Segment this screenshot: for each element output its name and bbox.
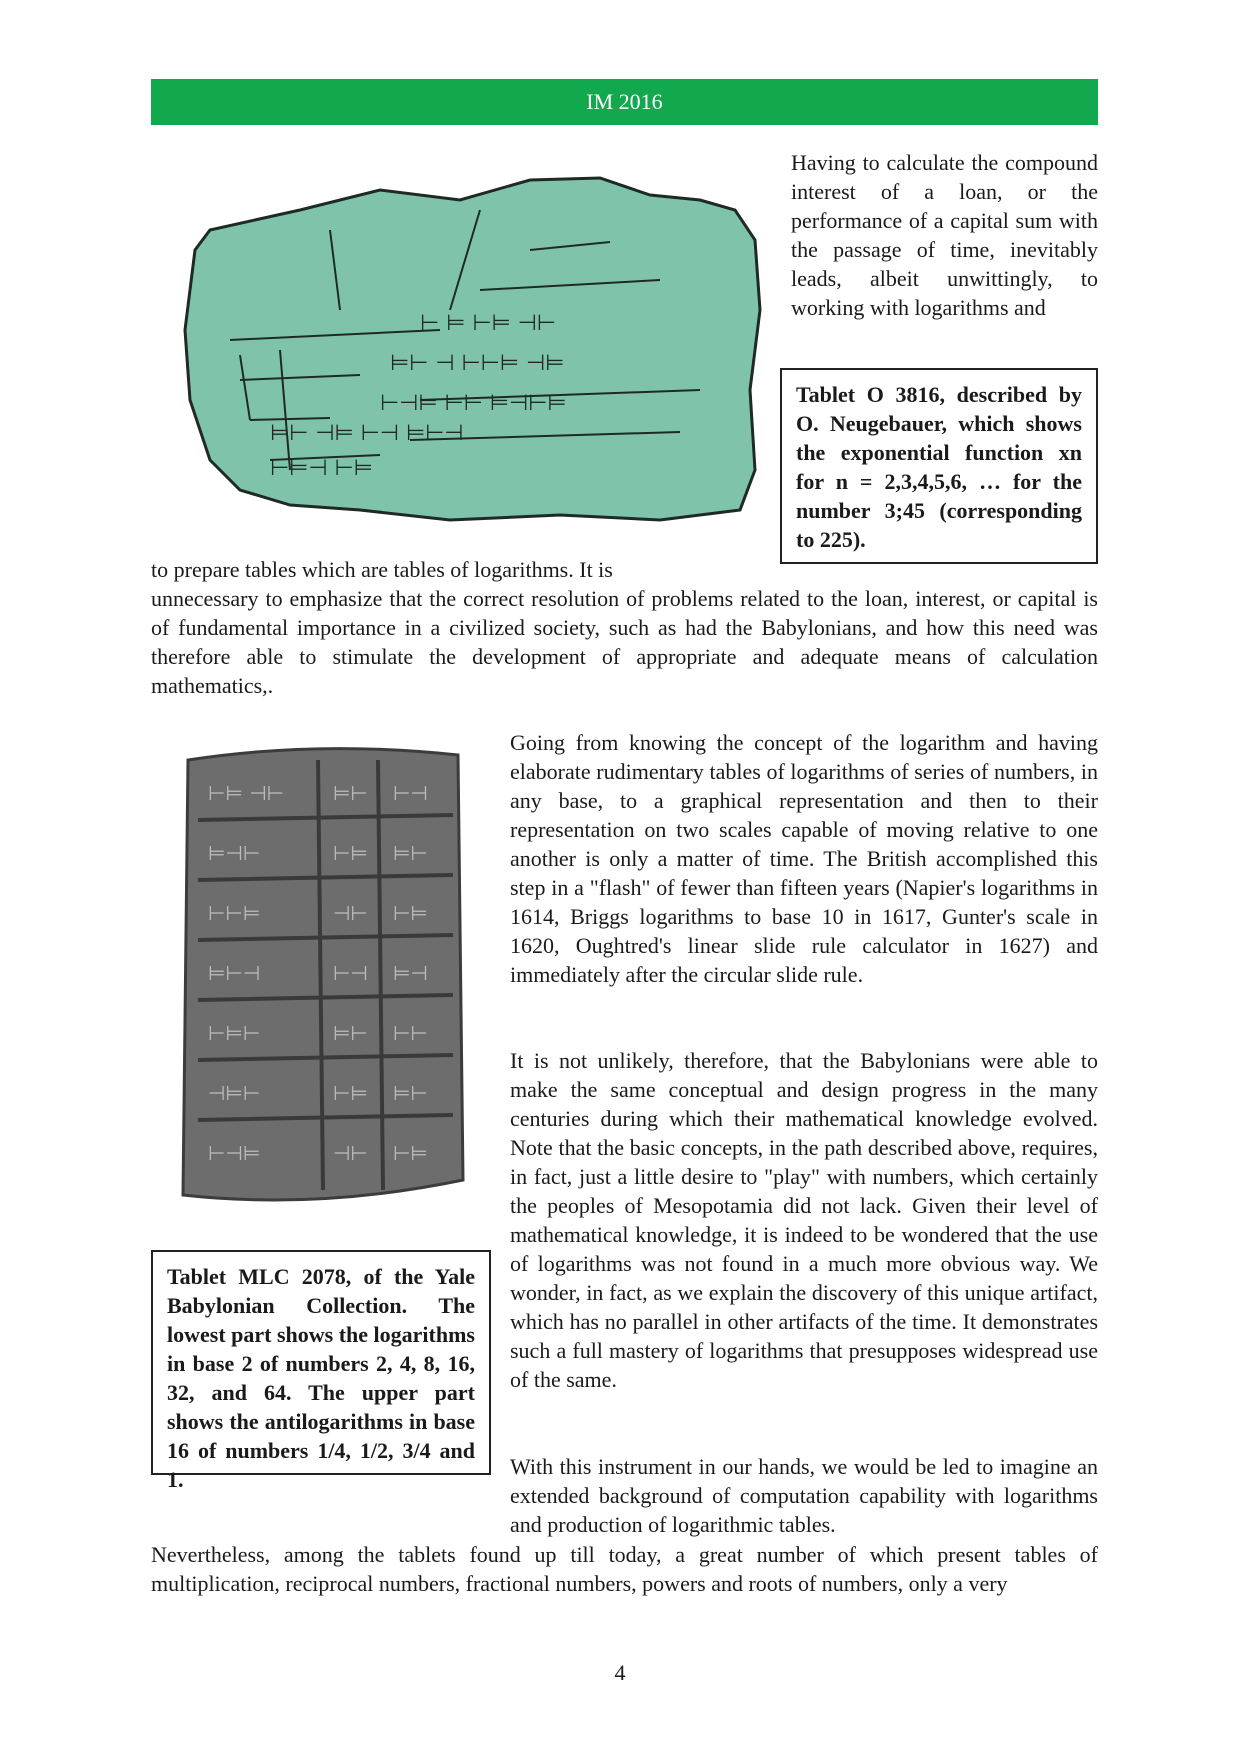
page-header (151, 79, 1098, 125)
svg-text:⊨⊢: ⊨⊢ (333, 781, 368, 805)
svg-text:⊨⊢ ⊣ ⊢⊢⊨ ⊣⊨: ⊨⊢ ⊣ ⊢⊢⊨ ⊣⊨ (390, 351, 565, 376)
figure-2-caption-text: Tablet MLC 2078, of the Yale Babylonian Collection. The lowest part shows the logarithms in base 2 of numbers 2, 4, 8, 16, 32, and 64. The upper part shows the antilogarithms in base 16 of numbers 1/4, 1/2, 3/4 and 1. (167, 1264, 475, 1492)
svg-text:⊢⊣⊨ ⊢⊢ ⊨⊣⊢⊨: ⊢⊣⊨ ⊢⊢ ⊨⊣⊢⊨ (380, 391, 567, 416)
svg-text:⊣⊢: ⊣⊢ (333, 901, 368, 925)
figure-2-caption (151, 1250, 491, 1492)
svg-text:⊢ ⊨ ⊢⊨ ⊣⊢: ⊢ ⊨ ⊢⊨ ⊣⊢ (420, 311, 556, 336)
figure-1-caption (780, 368, 1098, 564)
tablet-o3816-image (180, 170, 770, 530)
svg-text:⊢⊨⊣ ⊢⊨: ⊢⊨⊣ ⊢⊨ (270, 456, 373, 481)
svg-text:⊨⊣⊢: ⊨⊣⊢ (208, 841, 261, 865)
svg-text:⊢⊨⊢: ⊢⊨⊢ (208, 1021, 261, 1045)
svg-text:⊨⊢: ⊨⊢ (393, 841, 428, 865)
tablet-mlc2078-image (168, 740, 468, 1210)
figure-1-caption-text: Tablet O 3816, described by O. Neugebauer, which shows the exponential function xn for n = 2,3,4,5,6, … for the number 3;45 (corresponding to 225). (796, 382, 1082, 552)
svg-text:⊢⊣: ⊢⊣ (393, 781, 428, 805)
body-paragraph-2: Going from knowing the concept of the logarithm and having elaborate rudimentary tables of logarithms of series of numbers, in any base, to a graphical representation and then to their representation on two scales capable of moving relative to one another is only a matter of time. The British accomplished this step in a "flash" of fewer than fifteen years (Napier's logarithms in 1614, Briggs logarithms to base 10 in 1617, Gunter's scale in 1620, Oughtred's linear slide rule calculator in 1627) and immediately after the circular slide rule. (510, 730, 1098, 987)
svg-text:⊢⊨: ⊢⊨ (333, 841, 368, 865)
body-paragraph-1-mid: to prepare tables which are tables of logarithms. It is (151, 557, 613, 582)
page-number: 4 (614, 1660, 626, 1685)
body-paragraph-1-bottom: unnecessary to emphasize that the correct resolution of problems related to the loan, interest, or capital is of fundamental importance in a civilized society, such as had the Babylonians, and how this need was therefore able to stimulate the development of appropriate and adequate means of calculation mathematics,. (151, 586, 1098, 698)
svg-text:⊢⊢: ⊢⊢ (393, 1021, 428, 1045)
body-paragraph-4-bottom: Nevertheless, among the tablets found up till today, a great number of which present tables of multiplication, reciprocal numbers, fractional numbers, powers and roots of numbers, only a very (151, 1542, 1098, 1596)
svg-text:⊨⊢: ⊨⊢ (393, 1081, 428, 1105)
svg-text:⊨⊣: ⊨⊣ (393, 961, 428, 985)
svg-text:⊢⊣⊨: ⊢⊣⊨ (208, 1141, 261, 1165)
svg-text:⊢⊣: ⊢⊣ (333, 961, 368, 985)
header-title: IM 2016 (586, 89, 663, 114)
svg-text:⊢⊨: ⊢⊨ (393, 1141, 428, 1165)
body-paragraph-1-top: Having to calculate the compound interest of a loan, or the performance of a capital sum with the passage of time, inevitably leads, albeit unwittingly, to working with logarithms and (791, 150, 1098, 320)
svg-text:⊨⊢ ⊣⊨ ⊢⊣ ⊨⊢⊣: ⊨⊢ ⊣⊨ ⊢⊣ ⊨⊢⊣ (270, 421, 464, 446)
svg-text:⊢⊨: ⊢⊨ (333, 1081, 368, 1105)
svg-text:⊢⊨ ⊣⊢: ⊢⊨ ⊣⊢ (208, 781, 285, 805)
body-paragraph-4-top: With this instrument in our hands, we would be led to imagine an extended background of computation capability with logarithms and production of logarithmic tables. (510, 1454, 1098, 1537)
svg-text:⊣⊨⊢: ⊣⊨⊢ (208, 1081, 261, 1105)
svg-text:⊨⊢: ⊨⊢ (333, 1021, 368, 1045)
body-paragraph-3: It is not unlikely, therefore, that the Babylonians were able to make the same conceptual and design progress in the many centuries during which their mathematical knowledge evolved. Note that the basic concepts, in the path described above, requires, in fact, just a little desire to "play" with numbers, which certainly the peoples of Mesopotamia did not lack. Given their level of mathematical knowledge, it is indeed to be wondered that the use of logarithms was not found in a much more obvious way. We wonder, in fact, as we explain the discovery of this unique artifact, which has no parallel in other artifacts of the time. It demonstrates such a full mastery of logarithms that presupposes widespread use of the same. (510, 1048, 1098, 1392)
svg-text:⊢⊢⊨: ⊢⊢⊨ (208, 901, 261, 925)
svg-text:⊨⊢⊣: ⊨⊢⊣ (208, 961, 261, 985)
svg-text:⊢⊨: ⊢⊨ (393, 901, 428, 925)
svg-text:⊣⊢: ⊣⊢ (333, 1141, 368, 1165)
